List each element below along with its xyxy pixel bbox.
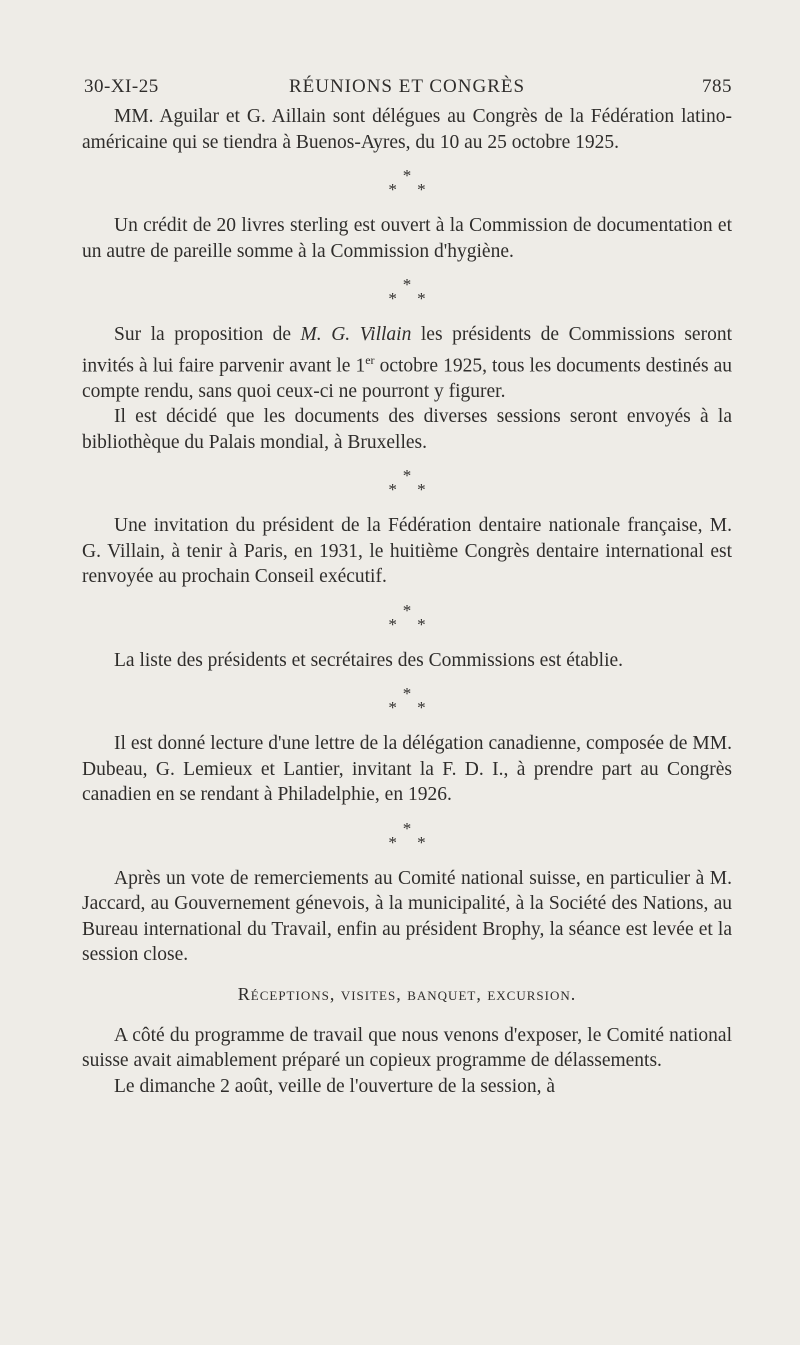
paragraph-program: A côté du programme de travail que nous venons d'exposer, le Comité national suisse avait aimablement préparé un copieux programme de délassements.: [82, 1024, 732, 1071]
asterism-separator: [82, 166, 732, 199]
paragraph-closing: Après un vote de remerciements au Comité national suisse, en particulier à M. Jaccard, au Gouvernement génevois, à la municipalité, à la Société des Nations, au Bureau international du Travail, enfin au président Brophy, la séance est levée et la session close.: [82, 867, 732, 965]
asterism-top: *: [402, 600, 412, 620]
asterism-bottom: * *: [388, 698, 434, 717]
asterism-separator: [82, 600, 732, 634]
running-head: [82, 72, 732, 104]
proposition-text-mid: les présidents de Commissions seront invités à lui faire parvenir avant le 1: [82, 324, 733, 376]
asterism-top: *: [402, 466, 412, 485]
asterism-bottom: * *: [388, 832, 434, 852]
ordinal-superscript: er: [365, 352, 375, 367]
proposition-text-end: octobre 1925, tous les documents destinés au compte rendu, sans quoi ceux-ci ne pourront y figurer.: [82, 355, 732, 402]
paragraph-invitation: Une invitation du président de la Fédération dentaire nationale française, M. G. Villain, à tenir à Paris, en 1931, le huitième Congrès dentaire international est renvoyée au prochain Conseil exécutif.: [82, 515, 732, 587]
paragraph-credit: Un crédit de 20 livres sterling est ouvert à la Commission de documentation et un autre de pareille somme à la Commission d'hygiène.: [82, 215, 732, 262]
asterism-separator: [82, 684, 732, 717]
page: [82, 72, 732, 1099]
asterism-bottom: * *: [388, 180, 434, 199]
asterism-separator: [82, 275, 732, 308]
paragraph-proposition: [82, 322, 732, 404]
paragraph-commission-list: La liste des présidents et secrétaires des Commissions est établie.: [114, 649, 624, 671]
asterism-separator: [82, 466, 732, 499]
asterism-separator: [82, 818, 732, 852]
paragraph-canadian-letter: Il est donné lecture d'une lettre de la délégation canadienne, composée de MM. Dubeau, G. Lemieux et Lantier, invitant la F. D. I., à prendre part au Congrès canadien en se rendant à Philadelphie, en 1926.: [82, 733, 732, 805]
paragraph-sunday: Le dimanche 2 août, veille de l'ouverture de la session, à: [114, 1075, 556, 1097]
asterism-top: *: [402, 166, 412, 185]
page-number: 785: [702, 76, 732, 97]
header-title: RÉUNIONS ET CONGRÈS: [288, 76, 526, 97]
proposition-name: M. G. Villain: [300, 324, 412, 345]
proposition-text-start: Sur la proposition de: [114, 324, 301, 345]
asterism-bottom: * *: [388, 614, 434, 634]
asterism-top: *: [402, 818, 412, 838]
asterism-top: *: [402, 684, 412, 703]
section-heading: Réceptions, visites, banquet, excursion.: [237, 983, 577, 1004]
paragraph-library: Il est décidé que les documents des diverses sessions seront envoyés à la bibliothèque du Palais mondial, à Bruxelles.: [82, 406, 732, 453]
asterism-bottom: * *: [388, 480, 434, 499]
asterism-top: *: [402, 275, 412, 294]
paragraph-delegates: MM. Aguilar et G. Aillain sont délégues au Congrès de la Fédération latino-américaine qui se tiendra à Buenos-Ayres, du 10 au 25 octobre 1925.: [82, 106, 732, 153]
header-date: 30-XI-25: [84, 76, 159, 97]
asterism-bottom: * *: [388, 289, 434, 308]
